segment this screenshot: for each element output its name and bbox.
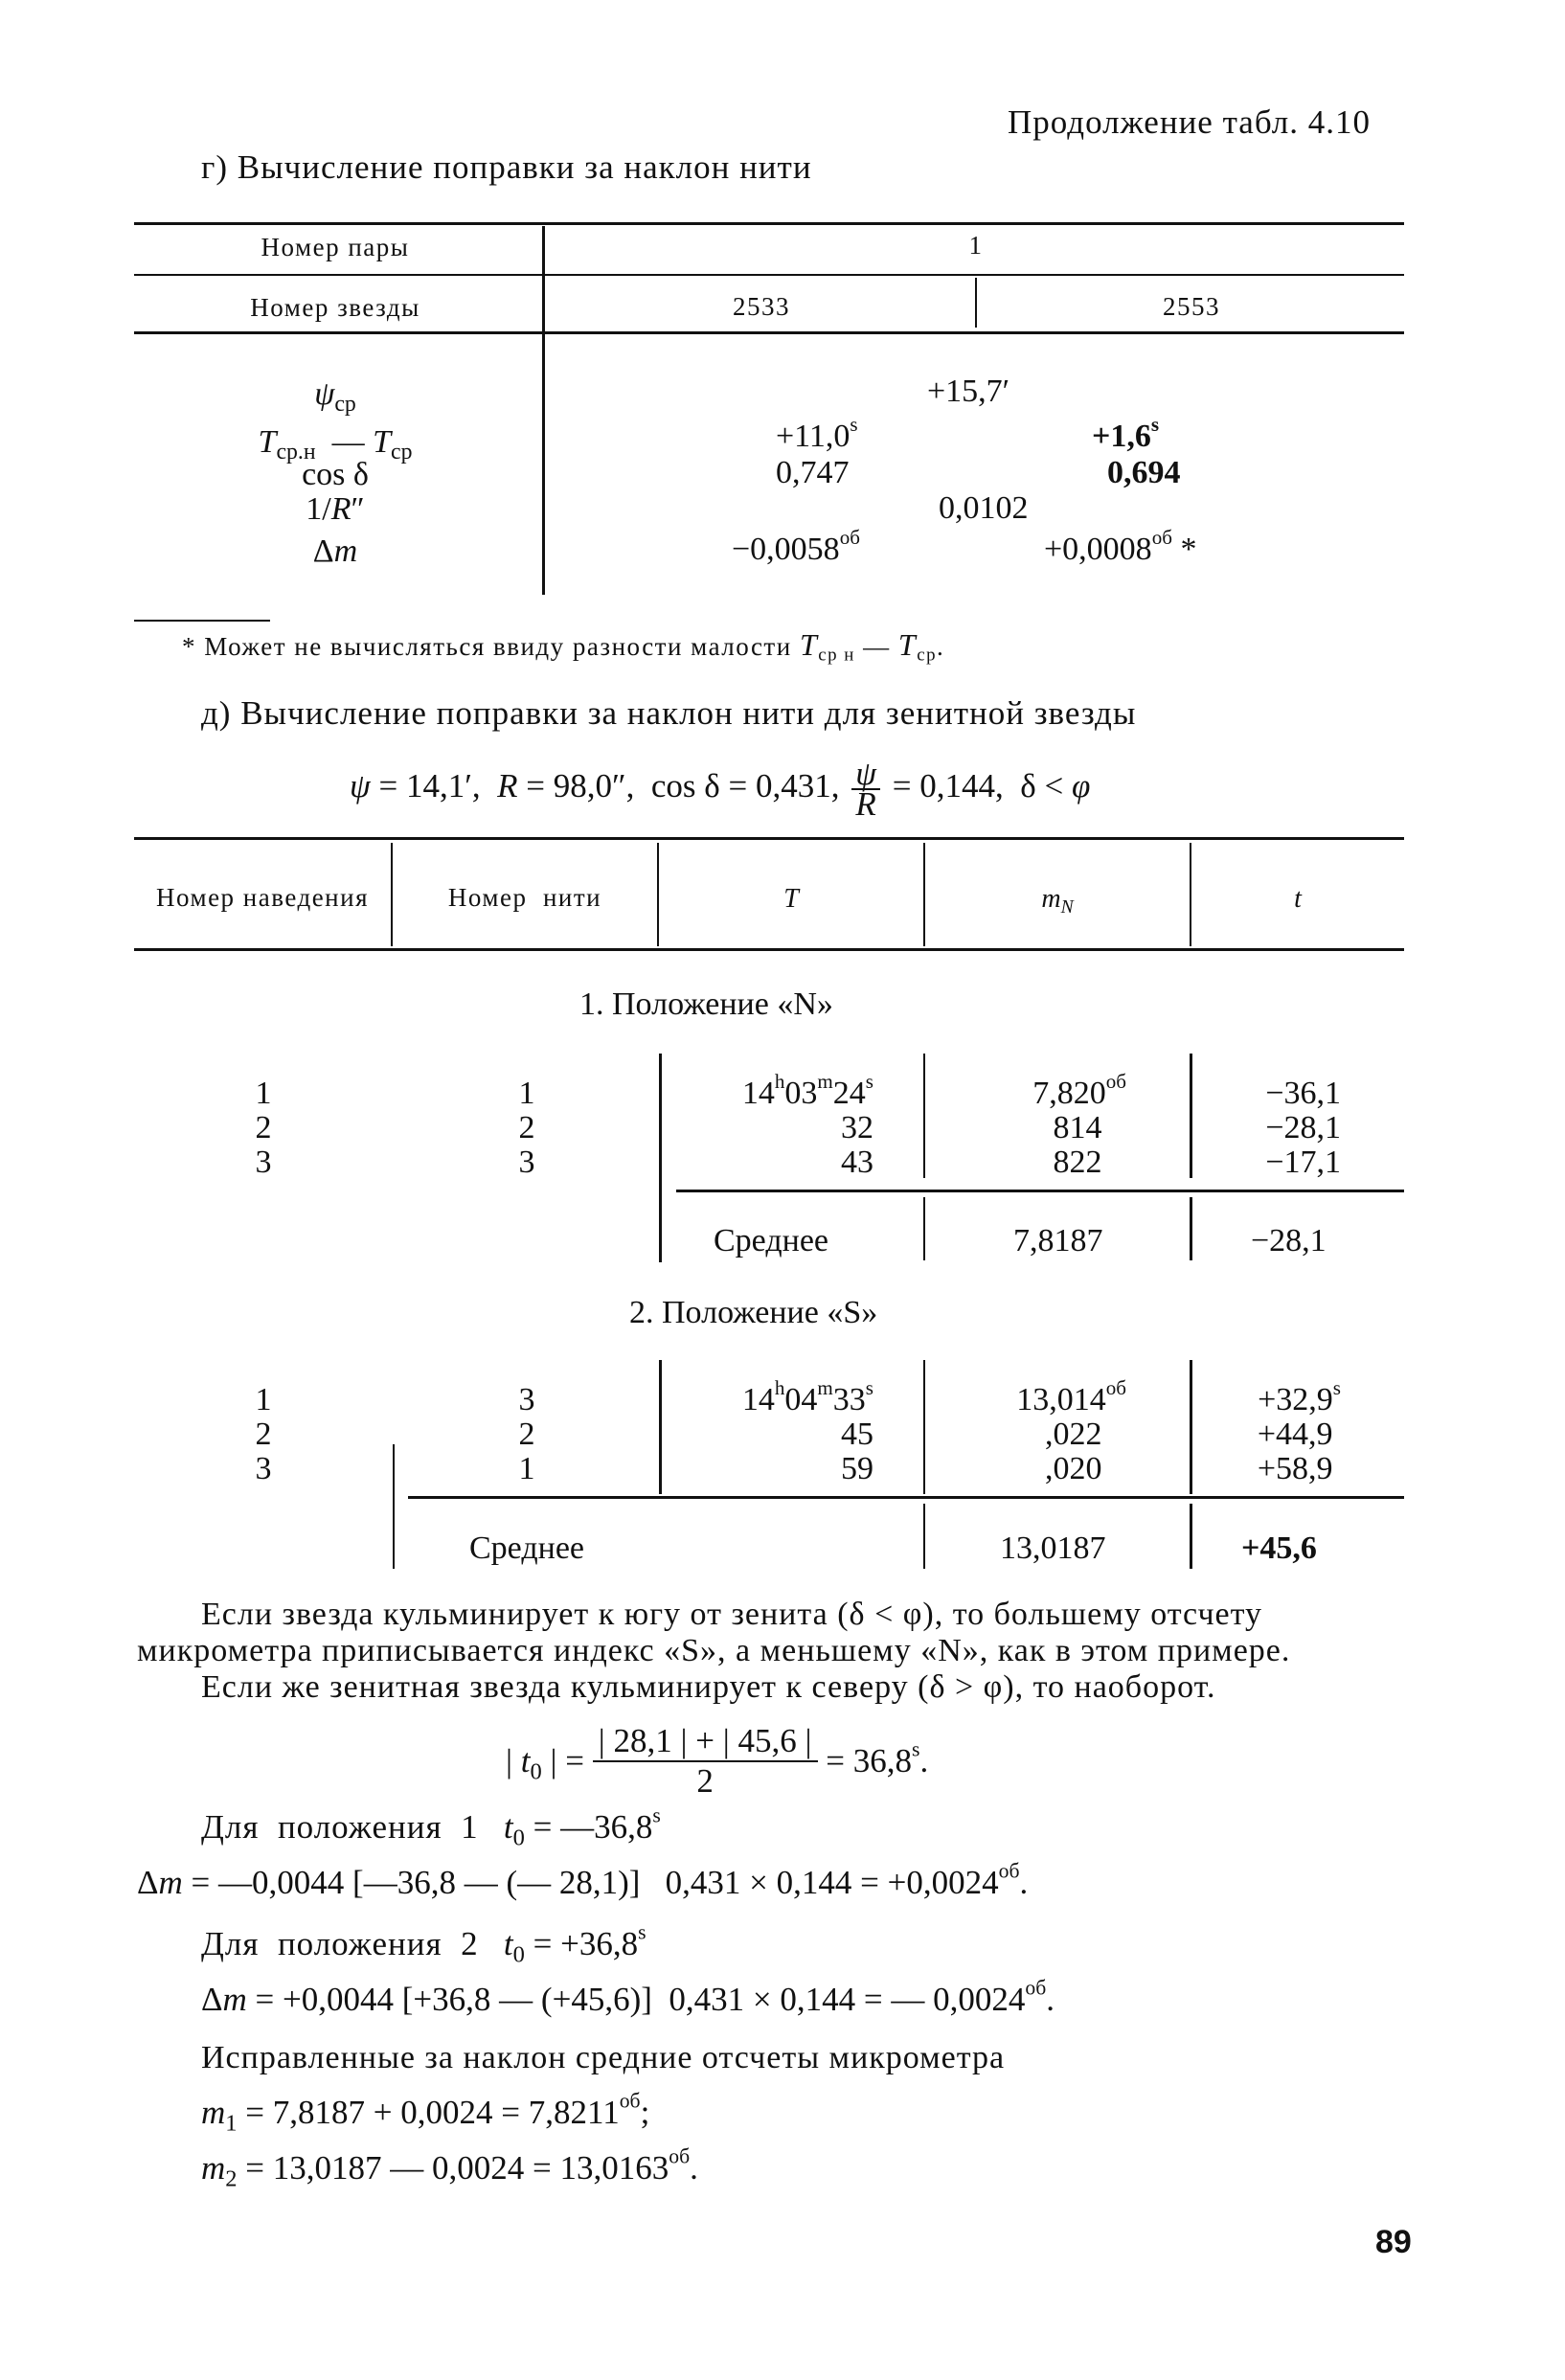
cos-col2: 0,694 bbox=[1107, 455, 1181, 490]
paragraph-line-3: Если же зенитная звезда кульминирует к северу (δ > φ), то наоборот. bbox=[201, 1669, 1216, 1705]
pos-n-mean-t: −28,1 bbox=[1251, 1223, 1327, 1258]
pos-n-v1 bbox=[659, 1054, 662, 1262]
pos-s-mean-v3 bbox=[1190, 1504, 1192, 1569]
col-pointing: Номер наведения bbox=[156, 883, 369, 912]
table-g-vert bbox=[542, 226, 545, 595]
pos-s-left-v bbox=[393, 1444, 395, 1569]
dm-col2: $+0,0008^{об}$ * bbox=[1044, 526, 1197, 567]
position-n-title: 1. Положение «N» bbox=[579, 986, 833, 1022]
pos-s-thread: 3 2 1 bbox=[518, 1382, 535, 1486]
footnote-rule bbox=[134, 620, 270, 622]
pos-s-mean-t: +45,6 bbox=[1241, 1530, 1317, 1566]
col-thread: Номер нити bbox=[447, 883, 602, 912]
pos-s-m: $13,014^{об}$ ,022 ,020 bbox=[1016, 1376, 1126, 1486]
col-t: t bbox=[1294, 884, 1302, 914]
pos-n-pointing: 1 2 3 bbox=[255, 1076, 272, 1180]
pair-label: Номер пары bbox=[261, 233, 410, 261]
pos-s-v3 bbox=[1190, 1360, 1192, 1494]
section-d-params: ψ = 14,1′, R = 98,0″, cos δ = 0,431, $\frac{\psi}{R}$ = 0,144, δ < φ bbox=[350, 755, 1091, 823]
table-d-top-rule bbox=[134, 837, 1404, 840]
corrected-line: Исправленные за наклон средние отсчеты микрометра bbox=[201, 2040, 1006, 2075]
pos-n-v3 bbox=[1190, 1054, 1192, 1178]
pos-s-mean-label: Среднее bbox=[469, 1530, 584, 1566]
pos-n-mean-v2 bbox=[923, 1197, 925, 1260]
label-t-diff: $T_{ср.н}$ — $T_{ср}$ bbox=[258, 424, 413, 465]
paragraph-line-1: Если звезда кульминирует к югу от зенита (δ < φ), то большему отсчету bbox=[201, 1597, 1263, 1632]
pos-s-t: $+32,9^s$ +44,9 +58,9 bbox=[1257, 1376, 1341, 1486]
footnote: * Может не вычисляться ввиду разности малости $T_{ср н}$ — $T_{ср}$. bbox=[182, 627, 945, 666]
section-d-title: д) Вычисление поправки за наклон нити для зенитной звезды bbox=[201, 694, 1137, 732]
table-g-rule-2 bbox=[134, 274, 1404, 276]
table-g-top-rule bbox=[134, 222, 1404, 225]
pos-n-m: $7,820^{об}$ 814 822 bbox=[1032, 1070, 1126, 1180]
pos-s-pointing: 1 2 3 bbox=[255, 1382, 272, 1486]
pos-n-mean-rule bbox=[676, 1190, 1404, 1192]
star-2: 2553 bbox=[1163, 292, 1220, 321]
pos-n-v2 bbox=[923, 1054, 925, 1178]
pos-n-T: 14$^h$03$^m$24$^s$ 32 43 bbox=[741, 1070, 873, 1180]
pos-n-thread: 1 2 3 bbox=[518, 1076, 535, 1180]
paragraph-line-2: микрометра приписывается индекс «S», а меньшему «N», как в этом примере. bbox=[137, 1633, 1291, 1668]
position-s-title: 2. Положение «S» bbox=[629, 1295, 878, 1330]
dm1-line: Δm = —0,0044 [—36,8 — (— 28,1)] $0,431 \times 0,144 = +0,0024^{об}$. bbox=[137, 1859, 1029, 1901]
pos-s-mean-m: 13,0187 bbox=[1000, 1530, 1106, 1566]
col-mN: $m_N$ bbox=[1041, 884, 1074, 918]
label-psi: $\psi_{ср}$ bbox=[314, 376, 356, 418]
table-g-rule-3 bbox=[134, 331, 1404, 334]
label-inv-r: 1/R″ bbox=[306, 491, 365, 527]
pos1-line: Для положения 1 $t_0$ = $—36,8^s$ bbox=[201, 1803, 661, 1851]
tdiff-col1: $+11,0^s$ bbox=[776, 413, 858, 454]
pair-value: 1 bbox=[968, 231, 984, 260]
pos-s-mean-rule bbox=[408, 1496, 1404, 1499]
inv-r-value: 0,0102 bbox=[939, 490, 1029, 526]
pos-s-T: 14$^h$04$^m$33$^s$ 45 59 bbox=[741, 1376, 873, 1486]
table-d-hdr-rule bbox=[134, 948, 1404, 951]
continuation-label: Продолжение табл. 4.10 bbox=[1008, 103, 1371, 141]
pos-n-mean-label: Среднее bbox=[714, 1223, 828, 1258]
pos-s-mean-v2 bbox=[923, 1504, 925, 1569]
col-T: T bbox=[783, 884, 799, 914]
t0-formula: | $t_0$ | = $\frac{| 28,1 | + | 45,6 |}{2}$ = $36,8^s$. bbox=[506, 1722, 929, 1800]
section-g-title: г) Вычисление поправки за наклон нити bbox=[201, 148, 812, 186]
m2-line: $m_2 = 13,0187$ — $0,0024 = 13,0163^{об}$. bbox=[201, 2144, 698, 2192]
t0-numerator: | 28,1 | + | 45,6 | bbox=[593, 1722, 818, 1762]
tdiff-col2: $+1,6^s$ bbox=[1092, 413, 1160, 454]
pos2-line: Для положения 2 $t_0 = +36,8^s$ bbox=[201, 1920, 646, 1968]
label-dm: Δm bbox=[312, 533, 358, 569]
star-label: Номер звезды bbox=[250, 293, 420, 322]
psi-value: +15,7′ bbox=[927, 374, 1010, 409]
pos-n-t: −36,1 −28,1 −17,1 bbox=[1265, 1076, 1341, 1180]
dm2-line: Δm = +0,0044 [+36,8 — (+45,6)] 0,431 × 0,144 = — $0,0024^{об}$. bbox=[201, 1976, 1055, 2018]
star-divider bbox=[975, 278, 977, 328]
page-number: 89 bbox=[1375, 2224, 1412, 2260]
pos-s-v1 bbox=[659, 1360, 662, 1494]
pos-s-v2 bbox=[923, 1360, 925, 1494]
star-1: 2533 bbox=[733, 292, 790, 321]
pos-n-mean-v3 bbox=[1190, 1197, 1192, 1260]
t0-denominator: 2 bbox=[696, 1762, 714, 1800]
label-cos: cos δ bbox=[302, 457, 369, 492]
m1-line: $m_1 = 7,8187 + 0,0024 = 7,8211^{об}$; bbox=[201, 2089, 650, 2137]
cos-col1: 0,747 bbox=[776, 455, 850, 490]
dm-col1: $-0,0058^{об}$ bbox=[732, 526, 860, 567]
pos-n-mean-m: 7,8187 bbox=[1013, 1223, 1103, 1258]
